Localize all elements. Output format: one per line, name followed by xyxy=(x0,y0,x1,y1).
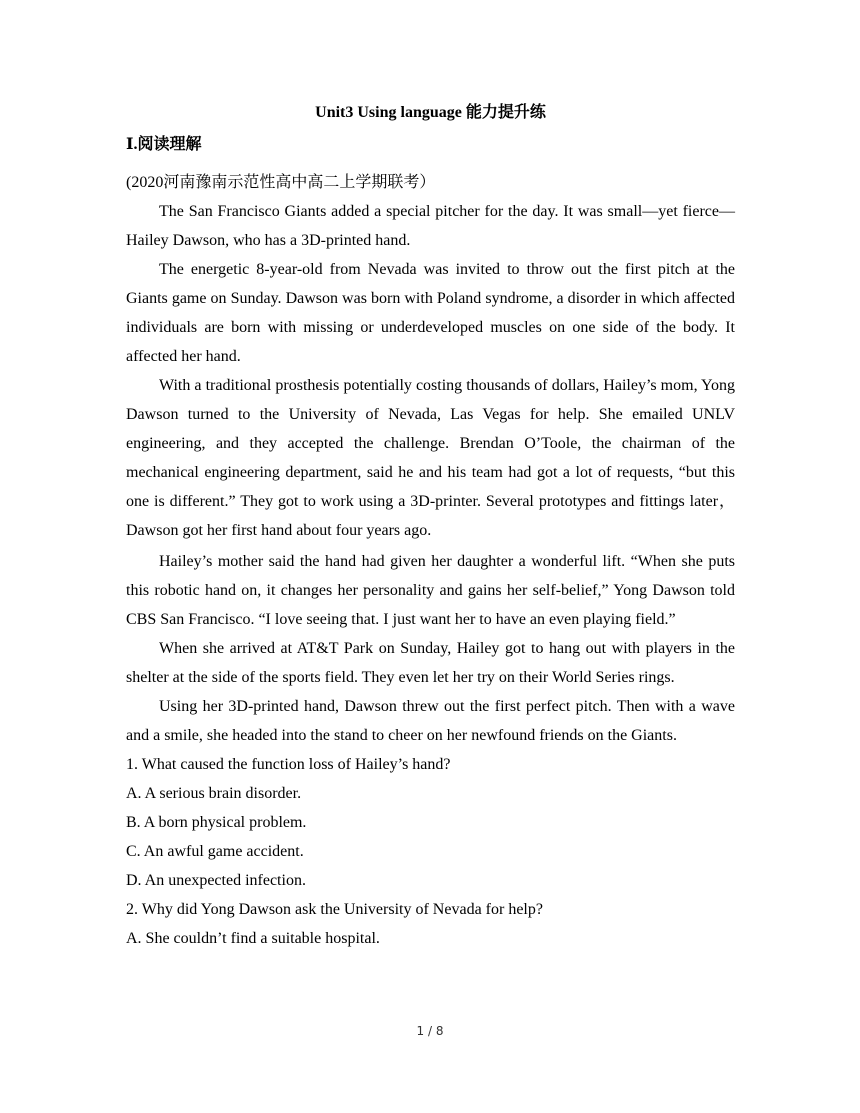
answer-option: B. A born physical problem. xyxy=(126,814,307,831)
question-stem: 2. Why did Yong Dawson ask the University of Nevada for help? xyxy=(126,901,543,918)
answer-option: C. An awful game accident. xyxy=(126,843,304,860)
passage-paragraph: With a traditional prosthesis potentially costing thousands of dollars, Hailey’s mom, Yong Dawson turned to the University of Nevada, Las Vegas for help. She emailed UNLV engineering, and they accepted the challenge. Brendan O’Toole, the chairman of the mechanical engineering department, said he and his team had got a lot of requests, “but this one is different.” They got to work using a 3D-printer. Several prototypes and fittings later，Dawson got her first hand about four years ago. xyxy=(126,377,736,539)
question-stem: 1. What caused the function loss of Hailey’s hand? xyxy=(126,756,451,773)
passage-paragraph: The energetic 8-year-old from Nevada was invited to throw out the first pitch at the Giants game on Sunday. Dawson was born with Poland syndrome, a disorder in which affected individuals are born with missing or underdeveloped muscles on one side of the body. It affected her hand. xyxy=(126,261,735,365)
answer-option: A. She couldn’t find a suitable hospital. xyxy=(126,930,380,947)
answer-option: A. A serious brain disorder. xyxy=(126,785,302,802)
page-number: 1 / 8 xyxy=(416,1024,444,1038)
source-note: (2020河南豫南示范性高中高二上学期联考） xyxy=(126,174,436,191)
passage-paragraph: Hailey’s mother said the hand had given her daughter a wonderful lift. “When she puts this robotic hand on, it changes her personality and gains her self-belief,” Yong Dawson told CBS San Francisco. “I love seeing that. I just want her to have an even playing field.” xyxy=(126,553,735,628)
passage-paragraph: Using her 3D-printed hand, Dawson threw out the first perfect pitch. Then with a wave and a smile, she headed into the stand to cheer on her newfound friends on the Giants. xyxy=(126,698,735,744)
passage-paragraph: The San Francisco Giants added a special pitcher for the day. It was small—yet fierce—Hailey Dawson, who has a 3D-printed hand. xyxy=(126,203,735,249)
section-heading: Ⅰ.阅读理解 xyxy=(126,136,202,153)
passage-paragraph: When she arrived at AT&T Park on Sunday, Hailey got to hang out with players in the shelter at the side of the sports field. They even let her try on their World Series rings. xyxy=(126,640,735,686)
document-title: Unit3 Using language 能力提升练 xyxy=(315,104,546,121)
document-body xyxy=(126,103,735,953)
answer-option: D. An unexpected infection. xyxy=(126,872,306,889)
